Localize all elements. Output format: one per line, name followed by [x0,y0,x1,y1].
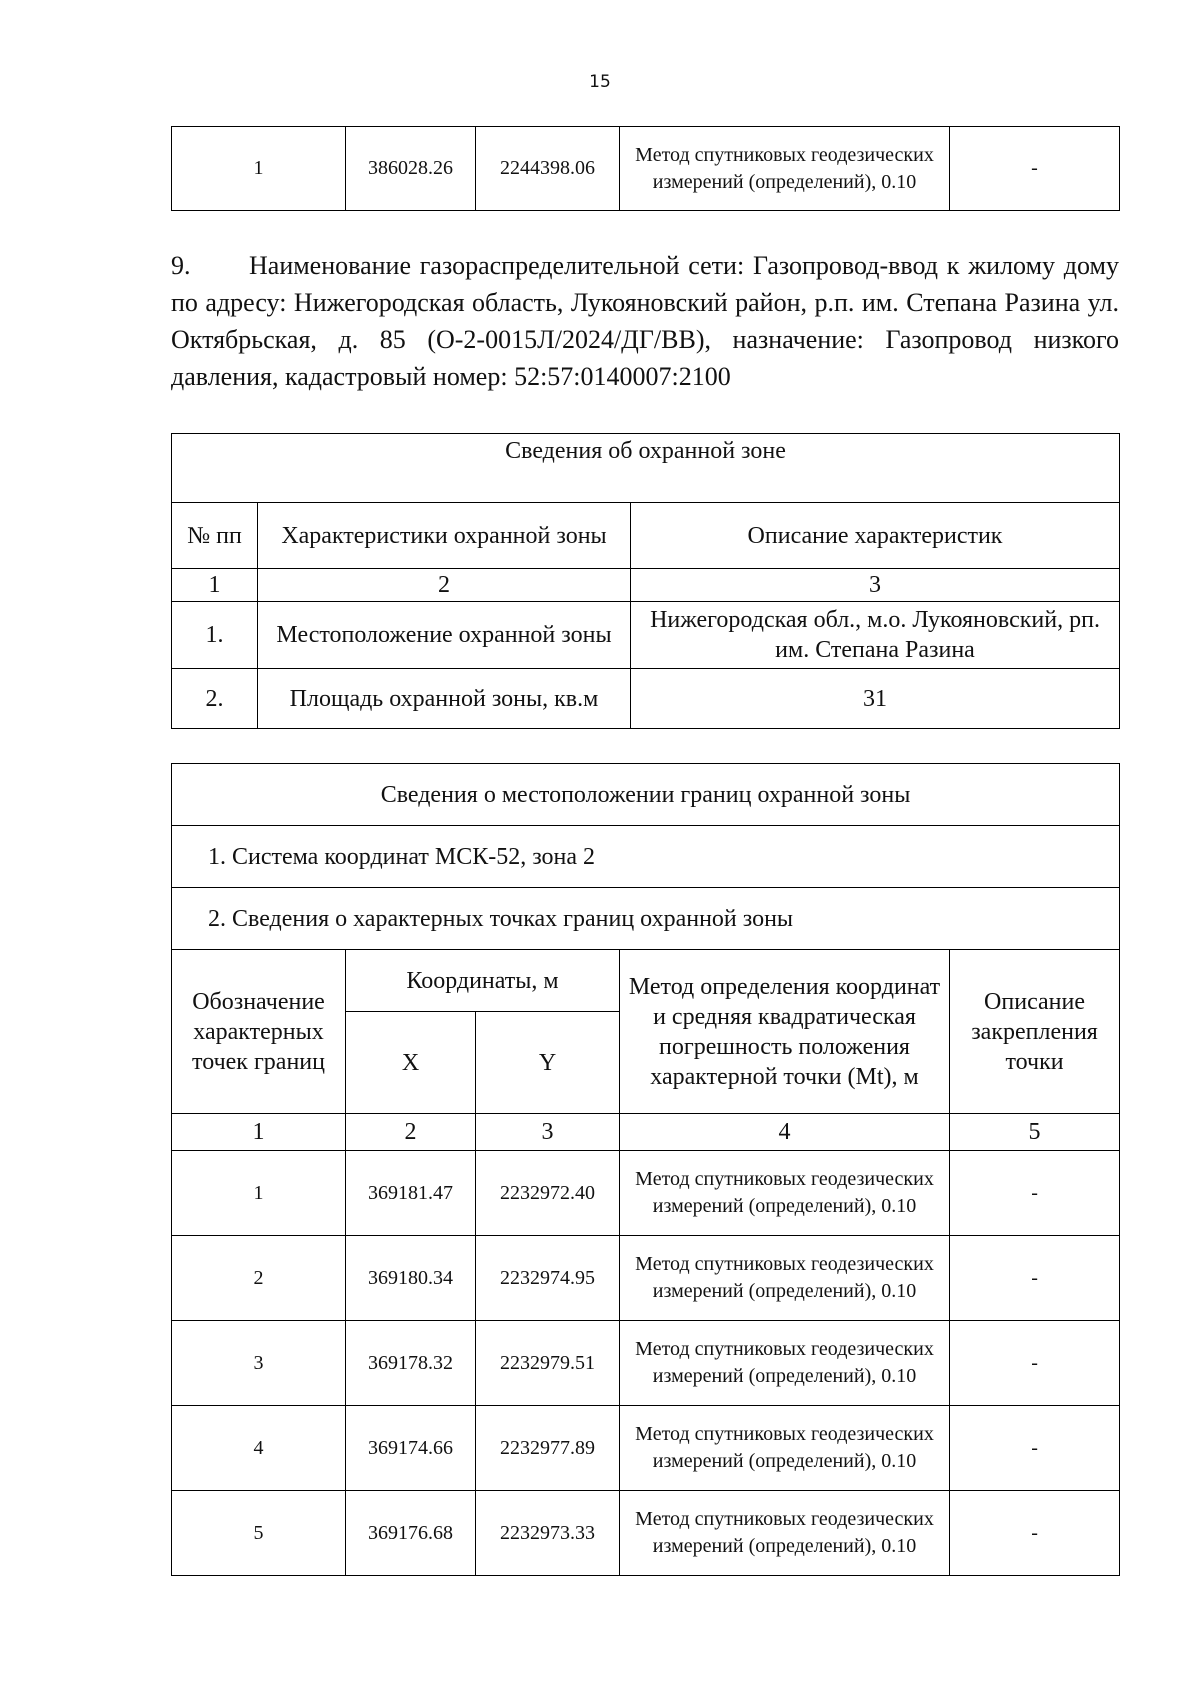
table-row [172,127,1120,211]
boundary-table-title: Сведения о местоположении границ охранной зоны [172,764,1120,826]
table-row [172,669,1120,729]
table-title-row [172,434,1120,503]
table-row [172,1491,1120,1576]
point-cell: 1 [172,1151,346,1236]
y-cell: 2232979.51 [476,1321,620,1406]
section-paragraph [171,247,1119,395]
table-row [172,1236,1120,1321]
table-header-row [172,950,1120,1012]
header-y: Y [476,1012,620,1114]
point-cell: 5 [172,1491,346,1576]
x-cell: 369174.66 [346,1406,476,1491]
description-cell: - [950,1151,1120,1236]
coord-system: 1. Система координат МСК-52, зона 2 [172,826,1120,888]
header-description: Описание характеристик [631,503,1120,569]
row-number: 1. [172,602,258,669]
table-row [172,602,1120,669]
header-method: Метод определения координат и средняя квадратическая погрешность положения характерной точки (Mt), м [620,950,950,1114]
table-row [172,1321,1120,1406]
method-cell: Метод спутниковых геодезических измерений (определений), 0.10 [620,1406,950,1491]
x-cell: 386028.26 [346,127,476,211]
index-cell: 1 [172,569,258,602]
header-fixing: Описание закрепления точки [950,950,1120,1114]
x-cell: 369180.34 [346,1236,476,1321]
table-row [172,1406,1120,1491]
boundary-points-table [171,763,1120,1576]
table-index-row [172,569,1120,602]
zone-info-table [171,433,1120,729]
row-name: Местоположение охранной зоны [258,602,631,669]
row-value: 31 [631,669,1120,729]
x-cell: 369176.68 [346,1491,476,1576]
method-cell: Метод спутниковых геодезических измерений (определений), 0.10 [620,1321,950,1406]
method-cell: Метод спутниковых геодезических измерений (определений), 0.10 [620,1491,950,1576]
point-cell: 2 [172,1236,346,1321]
coord-system-row [172,826,1120,888]
description-cell: - [950,1491,1120,1576]
y-cell: 2232972.40 [476,1151,620,1236]
y-cell: 2232977.89 [476,1406,620,1491]
y-cell: 2232973.33 [476,1491,620,1576]
table-title-row [172,764,1120,826]
header-designation: Обозначение характерных точек границ [172,950,346,1114]
index-cell: 1 [172,1114,346,1151]
index-cell: 5 [950,1114,1120,1151]
section-number: 9. [171,251,191,280]
index-cell: 2 [258,569,631,602]
description-cell: - [950,1321,1120,1406]
index-cell: 3 [631,569,1120,602]
x-cell: 369178.32 [346,1321,476,1406]
row-name: Площадь охранной зоны, кв.м [258,669,631,729]
zone-table-title: Сведения об охранной зоне [172,434,1120,503]
point-cell: 1 [172,127,346,211]
points-title: 2. Сведения о характерных точках границ охранной зоны [172,888,1120,950]
page-number: 15 [589,72,611,92]
row-value: Нижегородская обл., м.о. Лукояновский, рп. им. Степана Разина [631,602,1120,669]
row-number: 2. [172,669,258,729]
index-cell: 2 [346,1114,476,1151]
description-cell: - [950,1236,1120,1321]
description-cell: - [950,1406,1120,1491]
x-cell: 369181.47 [346,1151,476,1236]
header-number: № пп [172,503,258,569]
header-characteristics: Характеристики охранной зоны [258,503,631,569]
method-cell: Метод спутниковых геодезических измерений (определений), 0.10 [620,1236,950,1321]
index-cell: 4 [620,1114,950,1151]
section-text: Наименование газораспределительной сети: Газопровод-ввод к жилому дому по адресу: Нижегородская область, Лукояновский район, р.п. им. Степана Разина ул. Октябрьская, д. 85 (О-2-0015Л/2024/ДГ/ВВ), назначение: Газопровод низкого давления, кадастровый номер: 52:57:0140007:2100 [171,251,1119,391]
method-cell: Метод спутниковых геодезических измерений (определений), 0.10 [620,127,950,211]
table-header-row [172,503,1120,569]
index-cell: 3 [476,1114,620,1151]
point-cell: 3 [172,1321,346,1406]
points-title-row [172,888,1120,950]
header-x: X [346,1012,476,1114]
y-cell: 2232974.95 [476,1236,620,1321]
point-cell: 4 [172,1406,346,1491]
header-coords: Координаты, м [346,950,620,1012]
table-row [172,1151,1120,1236]
method-cell: Метод спутниковых геодезических измерений (определений), 0.10 [620,1151,950,1236]
y-cell: 2244398.06 [476,127,620,211]
description-cell: - [950,127,1120,211]
top-coordinates-table [171,126,1120,211]
table-index-row [172,1114,1120,1151]
